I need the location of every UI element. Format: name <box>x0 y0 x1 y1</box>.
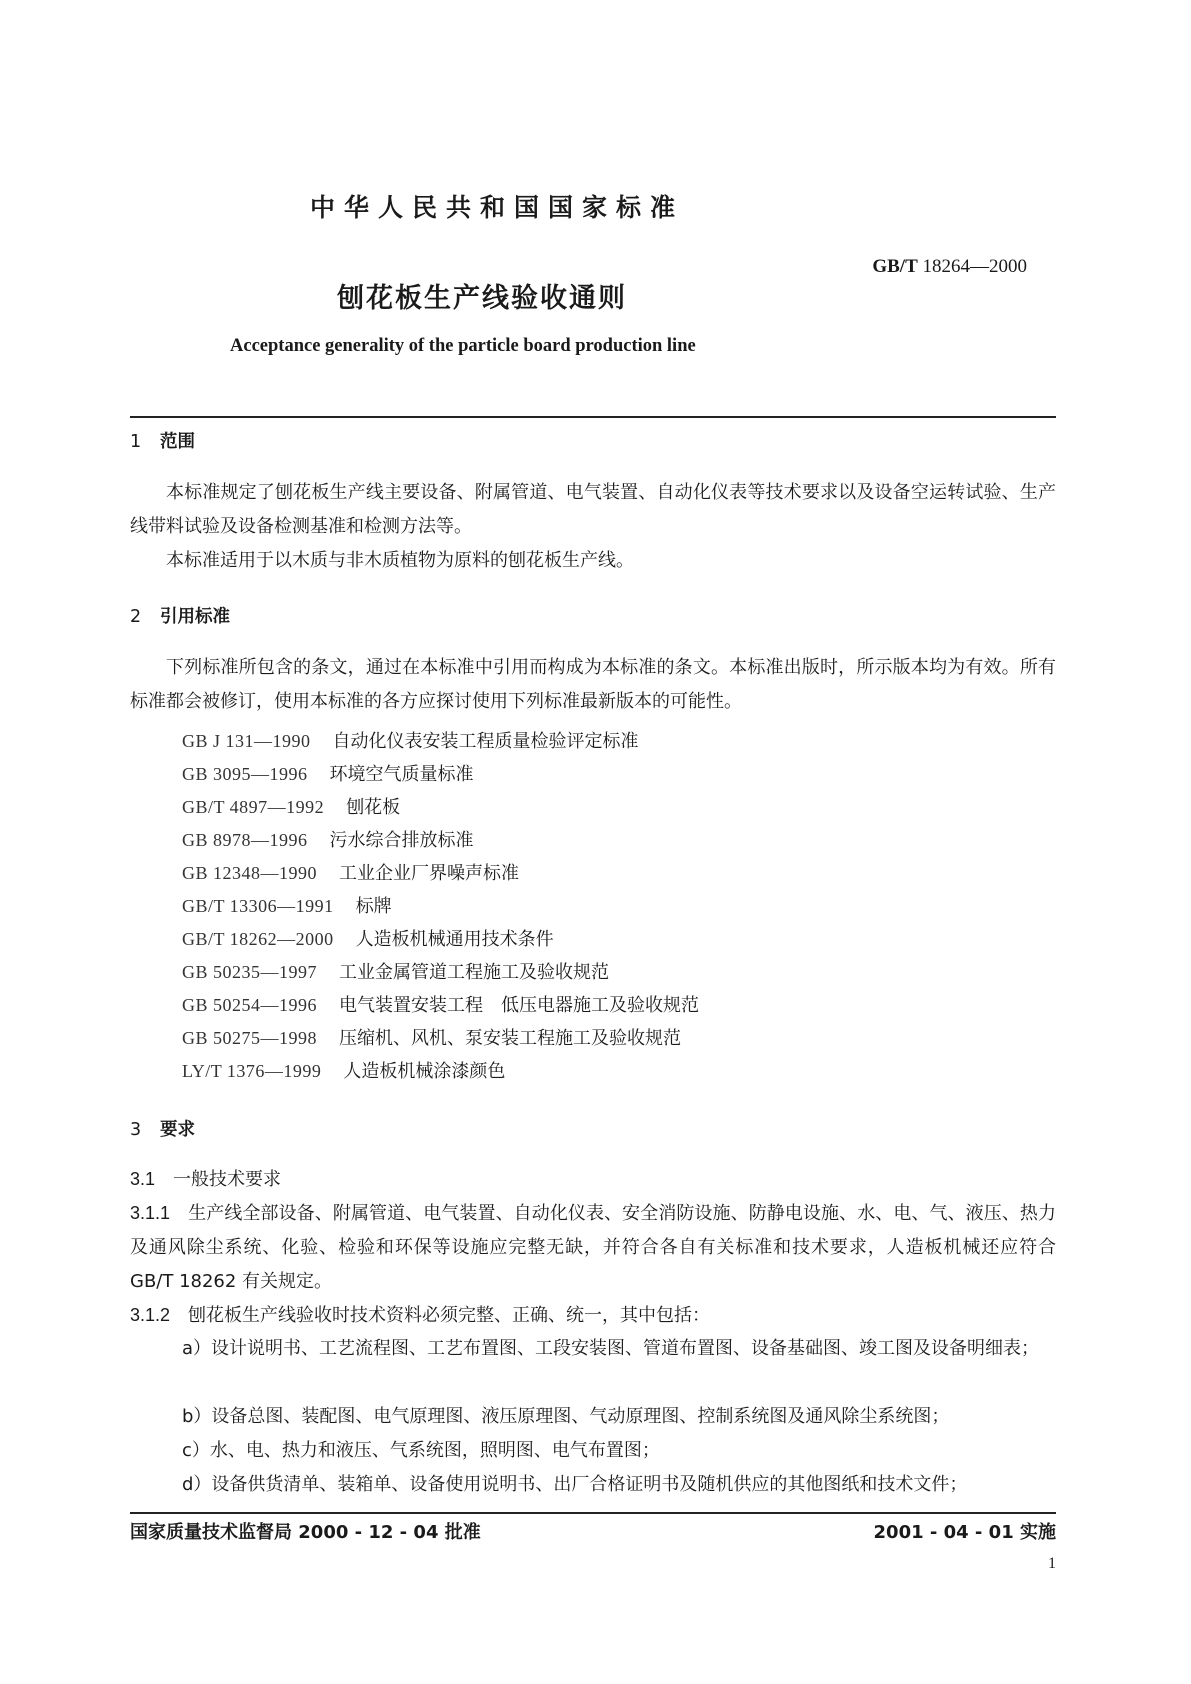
section-1-paragraph-2: 本标准适用于以木质与非木质植物为原料的刨花板生产线。 <box>166 550 634 571</box>
clause-3-1-1 <box>130 1196 1056 1299</box>
list-item <box>182 1332 1056 1366</box>
section-1-paragraph-1: 本标准规定了刨花板生产线主要设备、附属管道、电气装置、自动化仪表等技术要求以及设备空运转试验、生产线带料试验及设备检测基准和检测方法等。 <box>130 482 1056 537</box>
standard-code: 18264—2000 <box>922 256 1027 277</box>
reference-item <box>182 892 392 918</box>
reference-name: 电气装置安装工程 低压电器施工及验收规范 <box>339 995 700 1016</box>
reference-item <box>182 1057 505 1083</box>
section-1-heading <box>130 428 195 453</box>
clause-text: 生产线全部设备、附属管道、电气装置、自动化仪表、安全消防设施、防静电设施、水、电、气、液压、热力及通风除尘系统、化验、检验和环保等设施应完整无缺，并符合各自有关标准和技术要求，人造板机械还应符合 GB/T 18262 有关规定。 <box>130 1203 1057 1292</box>
effective-date: 2001 - 04 - 01 实施 <box>873 1522 1056 1543</box>
reference-code: GB/T 18262—2000 <box>182 929 334 949</box>
page-title: 刨花板生产线验收通则 <box>337 283 627 314</box>
section-3-number: 3 <box>130 1120 142 1140</box>
clause-title: 一般技术要求 <box>173 1169 282 1190</box>
reference-code: GB 12348—1990 <box>182 863 318 883</box>
footer-divider <box>130 1512 1056 1514</box>
section-3-heading <box>130 1116 195 1141</box>
reference-code: GB 8978—1996 <box>182 830 308 850</box>
list-item-text: d）设备供货清单、装箱单、设备使用说明书、出厂合格证明书及随机供应的其他图纸和技术文件； <box>182 1474 968 1495</box>
reference-name: 污水综合排放标准 <box>329 830 474 851</box>
section-2-intro: 下列标准所包含的条文，通过在本标准中引用而构成为本标准的条文。本标准出版时，所示版本均为有效。所有标准都会被修订，使用本标准的各方应探讨使用下列标准最新版本的可能性。 <box>130 657 1056 712</box>
reference-item <box>182 760 474 786</box>
reference-code: GB/T 4897—1992 <box>182 797 325 817</box>
list-item <box>182 1400 1056 1434</box>
reference-name: 刨花板 <box>346 797 401 818</box>
list-item-text: c）水、电、热力和液压、气系统图，照明图、电气布置图； <box>182 1440 660 1461</box>
standard-prefix: GB/T <box>872 256 918 277</box>
page-title-english: Acceptance generality of the particle board production line <box>230 336 696 356</box>
reference-code: GB/T 13306—1991 <box>182 896 334 916</box>
header-divider <box>130 416 1056 418</box>
reference-item <box>182 1024 681 1050</box>
reference-item <box>182 925 554 951</box>
reference-code: GB 50275—1998 <box>182 1028 318 1048</box>
reference-code: GB 3095—1996 <box>182 764 308 784</box>
page-number: 1 <box>1048 1555 1056 1572</box>
reference-name: 标牌 <box>355 896 392 917</box>
reference-code: GB 50235—1997 <box>182 962 318 982</box>
reference-item <box>182 991 699 1017</box>
list-item <box>182 1434 1056 1468</box>
section-1-number: 1 <box>130 432 142 452</box>
reference-item <box>182 727 639 753</box>
reference-name: 环境空气质量标准 <box>329 764 474 785</box>
list-item-text: b）设备总图、装配图、电气原理图、液压原理图、气动原理图、控制系统图及通风除尘系统图； <box>182 1406 950 1427</box>
clause-number: 3.1.1 <box>130 1203 171 1223</box>
reference-item <box>182 958 609 984</box>
section-2-heading <box>130 603 230 628</box>
reference-code: GB 50254—1996 <box>182 995 318 1015</box>
reference-name: 人造板机械通用技术条件 <box>355 929 554 950</box>
clause-number: 3.1.2 <box>130 1305 171 1325</box>
section-2-number: 2 <box>130 607 142 627</box>
reference-name: 压缩机、风机、泵安装工程施工及验收规范 <box>339 1028 682 1049</box>
section-2-title: 引用标准 <box>160 607 230 627</box>
clause-3-1-2 <box>130 1298 1056 1333</box>
list-item-text: a）设计说明书、工艺流程图、工艺布置图、工段安装图、管道布置图、设备基础图、竣工图及设备明细表； <box>182 1338 1040 1359</box>
clause-number: 3.1 <box>130 1169 156 1189</box>
reference-name: 人造板机械涂漆颜色 <box>343 1061 506 1082</box>
reference-item <box>182 793 400 819</box>
standard-number <box>872 256 1027 278</box>
approval-line: 国家质量技术监督局 2000 - 12 - 04 批准 <box>130 1522 481 1543</box>
clause-3-1 <box>130 1162 1056 1197</box>
section-1-title: 范围 <box>160 432 195 452</box>
list-item <box>182 1468 1056 1502</box>
reference-name: 工业企业厂界噪声标准 <box>339 863 520 884</box>
reference-code: GB J 131—1990 <box>182 731 311 751</box>
reference-name: 工业金属管道工程施工及验收规范 <box>339 962 610 983</box>
reference-item <box>182 859 519 885</box>
national-standard-heading: 中华人民共和国国家标准 <box>310 193 685 222</box>
reference-name: 自动化仪表安装工程质量检验评定标准 <box>332 731 639 752</box>
reference-item <box>182 826 474 852</box>
section-3-title: 要求 <box>160 1120 195 1140</box>
reference-code: LY/T 1376—1999 <box>182 1061 322 1081</box>
clause-text: 刨花板生产线验收时技术资料必须完整、正确、统一，其中包括： <box>188 1305 711 1326</box>
